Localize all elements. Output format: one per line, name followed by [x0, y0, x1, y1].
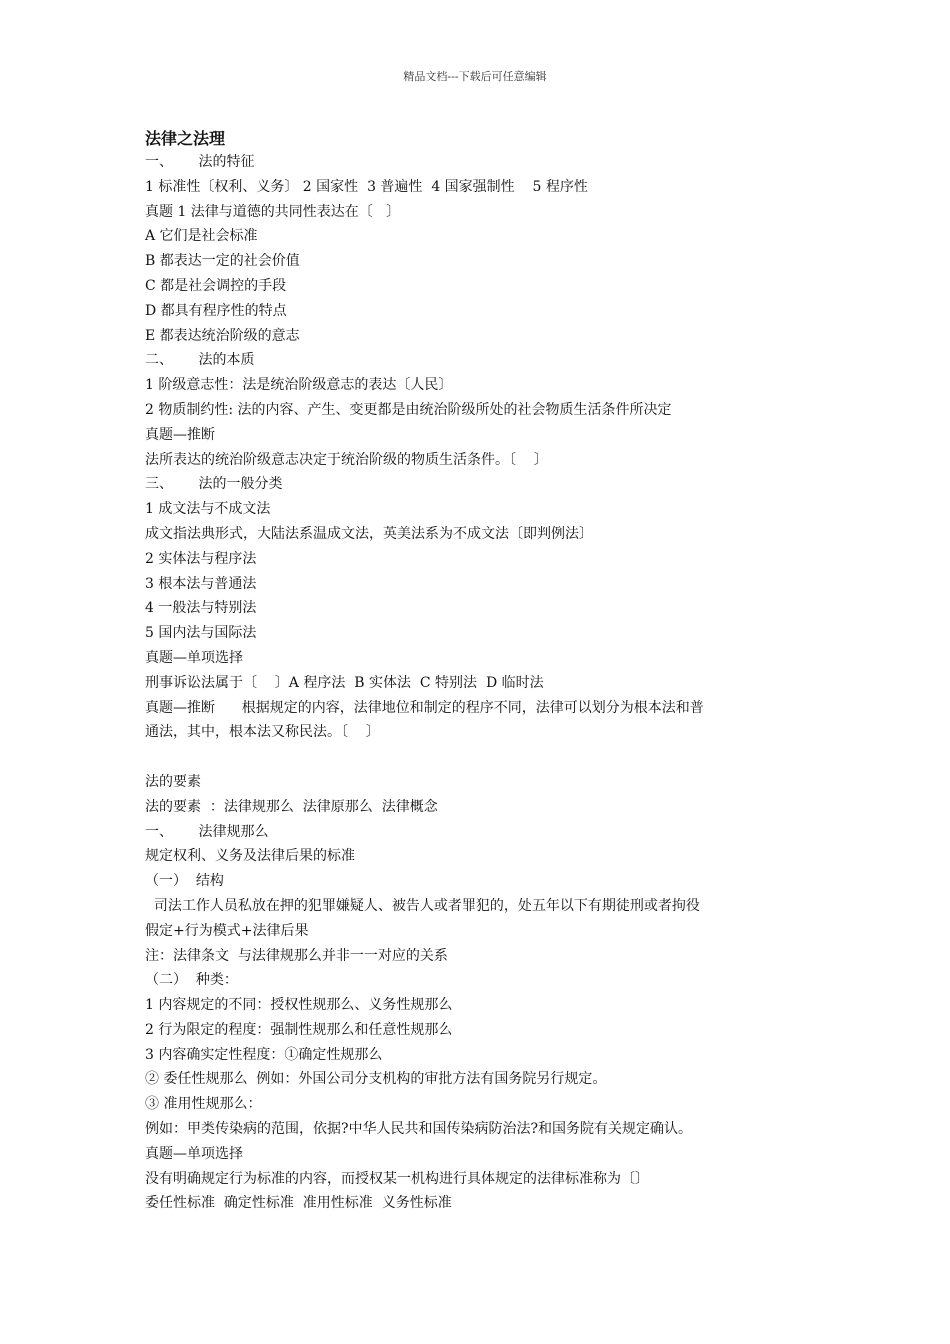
text-line: 真题—推断 根据规定的内容，法律地位和制定的程序不同，法律可以划分为根本法和普 [145, 699, 704, 716]
text-line: 没有明确规定行为标准的内容，而授权某一机构进行具体规定的法律标准称为〔〕 [145, 1170, 649, 1187]
text-line: D 都具有程序性的特点 [145, 302, 287, 319]
document-lines [145, 150, 810, 1216]
text-line: 注：法律条文 与法律规那么并非一一对应的关系 [145, 947, 448, 964]
text-line: 二、 法的本质 [145, 352, 255, 369]
text-line: 规定权利、义务及法律后果的标准 [145, 848, 355, 865]
text-line: 4 一般法与特别法 [145, 600, 257, 617]
text-line: 3 根本法与普通法 [145, 575, 257, 592]
text-line: 成文指法典形式，大陆法系温成文法，英美法系为不成文法〔即判例法〕 [145, 525, 593, 542]
text-line: 一、 法的特征 [145, 154, 255, 170]
text-line: 1 阶级意志性：法是统治阶级意志的表达〔人民〕 [145, 377, 453, 394]
text-line: 2 行为限定的程度：强制性规那么和任意性规那么 [145, 1021, 453, 1038]
text-line: 法的要素 ：法律规那么 法律原那么 法律概念 [145, 798, 438, 815]
text-line: 1 成文法与不成文法 [145, 501, 271, 518]
text-line: 1 内容规定的不同：授权性规那么、义务性规那么 [145, 997, 453, 1014]
text-line: 2 实体法与程序法 [145, 550, 257, 567]
text-line: A 它们是社会标准 [145, 228, 258, 245]
text-line: 1 标准性〔权利、义务〕 2 国家性 3 普遍性 4 国家强制性 5 程序性 [145, 178, 588, 195]
text-line: 真题—单项选择 [145, 1145, 243, 1162]
text-line: 刑事诉讼法属于〔 〕A 程序法 B 实体法 C 特别法 D 临时法 [145, 674, 544, 691]
text-line: 5 国内法与国际法 [145, 625, 257, 642]
text-line: 法的要素 [145, 773, 201, 790]
text-line: 例如：甲类传染病的范围，依据?中华人民共和国传染病防治法?和国务院有关规定确认。 [145, 1121, 693, 1138]
page-header: 精品文档---下载后可任意编辑 [403, 70, 547, 83]
text-line: 司法工作人员私放在押的犯罪嫌疑人、被告人或者罪犯的，处五年以下有期徒刑或者拘役 [145, 897, 700, 914]
text-line: 法所表达的统治阶级意志决定于统治阶级的物质生活条件。〔 〕 [145, 451, 548, 468]
text-line: 三、 法的一般分类 [145, 476, 283, 493]
text-line: ③ 准用性规那么： [145, 1096, 262, 1113]
blank-line [145, 745, 810, 770]
text-line: 3 内容确实定性程度：①确定性规那么 [145, 1046, 383, 1063]
document-body [145, 128, 810, 1216]
text-line: C 都是社会调控的手段 [145, 277, 287, 294]
text-line: 真题 1 法律与道德的共同性表达在〔 〕 [145, 203, 401, 220]
text-line: 委任性标准 确定性标准 准用性标准 义务性标准 [145, 1195, 452, 1212]
document-title: 法律之法理 [145, 129, 226, 148]
text-line: 一、 法律规那么 [145, 823, 269, 840]
text-line: B 都表达一定的社会价值 [145, 253, 300, 270]
text-line: （一） 结构 [145, 873, 224, 890]
text-line: ② 委任性规那么 例如：外国公司分支机构的审批方法有国务院另行规定。 [145, 1071, 607, 1088]
text-line: 假定+行为模式+法律后果 [145, 922, 309, 939]
text-line: 真题—单项选择 [145, 649, 243, 666]
text-line: 真题—推断 [145, 426, 215, 443]
text-line: 通法，其中，根本法又称民法。〔 〕 [145, 724, 380, 741]
text-line: 2 物质制约性: 法的内容、产生、变更都是由统治阶级所处的社会物质生活条件所决定 [145, 401, 672, 418]
text-line: E 都表达统治阶级的意志 [145, 327, 300, 344]
text-line: （二） 种类： [145, 972, 238, 989]
